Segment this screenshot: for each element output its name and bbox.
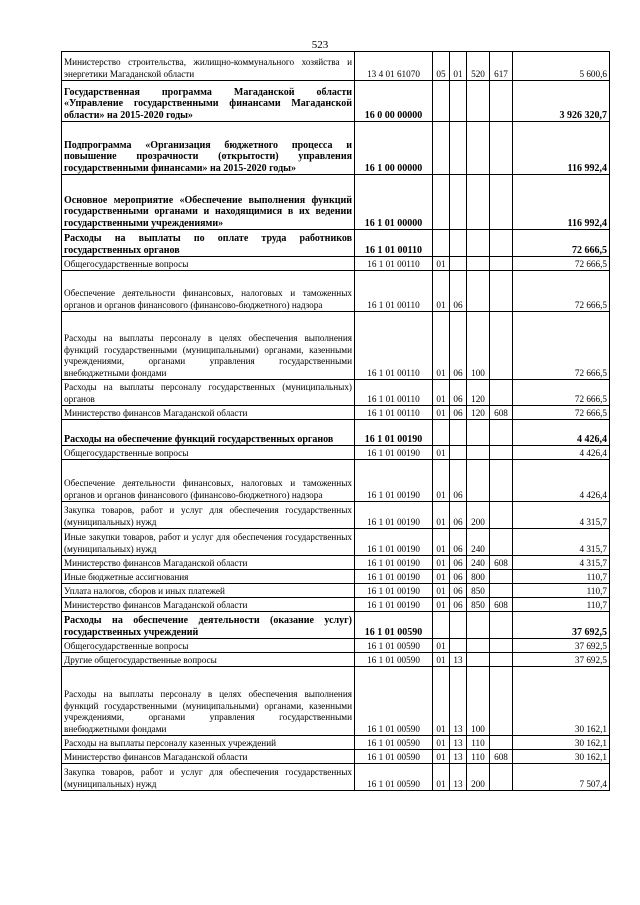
page-number: 523 — [311, 39, 329, 51]
row-subsection: 13 — [450, 667, 467, 736]
row-expense-type — [467, 175, 490, 230]
row-section — [433, 175, 450, 230]
row-subsection: 01 — [450, 52, 467, 81]
row-code: 16 1 01 00590 — [355, 639, 433, 653]
table-row — [62, 570, 610, 584]
row-expense-type: 240 — [467, 556, 490, 570]
row-section: 01 — [433, 556, 450, 570]
row-subsection: 13 — [450, 764, 467, 791]
row-expense-type: 100 — [467, 312, 490, 380]
row-name: Обеспечение деятельности финансовых, налоговых и таможенных органов и органов финансового (финансово-бюджетного) надзора — [62, 271, 355, 312]
row-administrator — [490, 446, 513, 460]
row-name: Расходы на выплаты персоналу в целях обеспечения выполнения функций государственными (муниципальными) органами, казенными учреждениями, органами управления государственными внебюджетными фондами — [62, 667, 355, 736]
row-expense-type — [467, 271, 490, 312]
row-name: Расходы на выплаты персоналу в целях обеспечения выполнения функций государственными (муниципальными) органами, казенными учреждениями, органами управления государственными внебюджетными фондами — [62, 312, 355, 380]
table-row — [62, 612, 610, 639]
row-subsection — [450, 446, 467, 460]
row-code: 16 0 00 00000 — [355, 81, 433, 122]
row-section: 01 — [433, 764, 450, 791]
row-amount: 110,7 — [513, 584, 610, 598]
row-administrator — [490, 271, 513, 312]
row-expense-type: 800 — [467, 570, 490, 584]
row-subsection: 06 — [450, 529, 467, 556]
row-amount: 30 162,1 — [513, 736, 610, 750]
row-section: 01 — [433, 257, 450, 271]
row-administrator — [490, 667, 513, 736]
row-name: Расходы на обеспечение деятельности (оказание услуг) государственных учреждений — [62, 612, 355, 639]
row-name: Министерство финансов Магаданской области — [62, 556, 355, 570]
row-amount: 116 992,4 — [513, 175, 610, 230]
row-name: Расходы на выплаты по оплате труда работников государственных органов — [62, 230, 355, 257]
row-amount: 72 666,5 — [513, 312, 610, 380]
table-row — [62, 380, 610, 406]
row-subsection — [450, 639, 467, 653]
row-amount: 5 600,6 — [513, 52, 610, 81]
table-row — [62, 764, 610, 791]
row-subsection: 13 — [450, 653, 467, 667]
row-expense-type — [467, 653, 490, 667]
row-name: Общегосударственные вопросы — [62, 639, 355, 653]
row-expense-type: 850 — [467, 584, 490, 598]
row-amount: 37 692,5 — [513, 639, 610, 653]
table-row — [62, 52, 610, 81]
row-subsection: 06 — [450, 598, 467, 612]
row-administrator — [490, 736, 513, 750]
row-amount: 72 666,5 — [513, 230, 610, 257]
row-section: 01 — [433, 460, 450, 502]
row-code: 16 1 01 00590 — [355, 653, 433, 667]
table-row — [62, 556, 610, 570]
row-subsection: 13 — [450, 736, 467, 750]
row-expense-type: 200 — [467, 764, 490, 791]
budget-table — [61, 51, 610, 791]
row-expense-type — [467, 612, 490, 639]
row-code: 16 1 01 00190 — [355, 556, 433, 570]
row-subsection: 06 — [450, 460, 467, 502]
row-section: 01 — [433, 570, 450, 584]
table-row — [62, 446, 610, 460]
row-administrator: 608 — [490, 598, 513, 612]
row-name: Министерство финансов Магаданской области — [62, 406, 355, 420]
row-code: 16 1 01 00110 — [355, 312, 433, 380]
row-administrator — [490, 175, 513, 230]
row-name: Подпрограмма «Организация бюджетного процесса и повышение прозрачности (открытости) управления государственными финансами» на 2015-2020 годы» — [62, 122, 355, 175]
row-section: 01 — [433, 380, 450, 406]
row-code: 16 1 01 00190 — [355, 570, 433, 584]
row-expense-type: 200 — [467, 502, 490, 529]
row-code: 16 1 01 00110 — [355, 380, 433, 406]
row-amount: 72 666,5 — [513, 406, 610, 420]
table-row — [62, 598, 610, 612]
row-subsection — [450, 230, 467, 257]
row-expense-type: 110 — [467, 750, 490, 764]
row-subsection: 13 — [450, 750, 467, 764]
table-row — [62, 584, 610, 598]
row-amount: 4 426,4 — [513, 460, 610, 502]
row-code: 16 1 01 00590 — [355, 667, 433, 736]
row-section: 01 — [433, 653, 450, 667]
row-name: Министерство строительства, жилищно-коммунального хозяйства и энергетики Магаданской области — [62, 52, 355, 81]
table-row — [62, 230, 610, 257]
row-administrator — [490, 653, 513, 667]
row-name: Государственная программа Магаданской области «Управление государственными финансами Магаданской области» на 2015-2020 годы» — [62, 81, 355, 122]
row-section — [433, 81, 450, 122]
row-administrator — [490, 529, 513, 556]
row-expense-type: 100 — [467, 667, 490, 736]
row-name: Иные закупки товаров, работ и услуг для обеспечения государственных (муниципальных) нужд — [62, 529, 355, 556]
row-administrator — [490, 122, 513, 175]
row-amount: 37 692,5 — [513, 653, 610, 667]
row-administrator — [490, 420, 513, 446]
row-amount: 72 666,5 — [513, 257, 610, 271]
row-administrator — [490, 81, 513, 122]
table-row — [62, 460, 610, 502]
row-name: Другие общегосударственные вопросы — [62, 653, 355, 667]
row-section — [433, 230, 450, 257]
row-subsection: 06 — [450, 502, 467, 529]
row-code: 16 1 01 00590 — [355, 736, 433, 750]
row-name: Расходы на выплаты персоналу государственных (муниципальных) органов — [62, 380, 355, 406]
table-row — [62, 502, 610, 529]
row-section: 01 — [433, 736, 450, 750]
row-administrator — [490, 380, 513, 406]
row-amount: 72 666,5 — [513, 380, 610, 406]
row-code: 16 1 01 00110 — [355, 257, 433, 271]
row-code: 16 1 01 00190 — [355, 584, 433, 598]
row-subsection — [450, 81, 467, 122]
row-subsection: 06 — [450, 570, 467, 584]
row-section: 01 — [433, 446, 450, 460]
row-amount: 30 162,1 — [513, 750, 610, 764]
row-amount: 110,7 — [513, 570, 610, 584]
row-section: 01 — [433, 667, 450, 736]
row-expense-type — [467, 639, 490, 653]
row-expense-type: 120 — [467, 406, 490, 420]
row-administrator — [490, 502, 513, 529]
row-name: Общегосударственные вопросы — [62, 446, 355, 460]
row-code: 16 1 01 00190 — [355, 446, 433, 460]
row-subsection — [450, 122, 467, 175]
row-amount: 4 426,4 — [513, 420, 610, 446]
row-code: 16 1 01 00590 — [355, 612, 433, 639]
row-section: 01 — [433, 502, 450, 529]
row-name: Основное мероприятие «Обеспечение выполнения функций государственными органами и находящимися в их ведении государственными учреждениями» — [62, 175, 355, 230]
row-section: 01 — [433, 312, 450, 380]
row-expense-type: 110 — [467, 736, 490, 750]
row-amount: 3 926 320,7 — [513, 81, 610, 122]
table-row — [62, 312, 610, 380]
row-administrator: 608 — [490, 750, 513, 764]
row-section: 05 — [433, 52, 450, 81]
row-code: 16 1 01 00190 — [355, 529, 433, 556]
table-row — [62, 406, 610, 420]
row-amount: 4 315,7 — [513, 502, 610, 529]
row-amount: 72 666,5 — [513, 271, 610, 312]
row-administrator — [490, 312, 513, 380]
row-expense-type: 240 — [467, 529, 490, 556]
row-code: 16 1 01 00190 — [355, 460, 433, 502]
row-administrator — [490, 460, 513, 502]
budget-table-body — [62, 52, 610, 791]
row-subsection: 06 — [450, 584, 467, 598]
table-row — [62, 271, 610, 312]
row-section: 01 — [433, 584, 450, 598]
row-expense-type — [467, 257, 490, 271]
row-amount: 7 507,4 — [513, 764, 610, 791]
row-code: 16 1 01 00110 — [355, 406, 433, 420]
row-administrator — [490, 612, 513, 639]
row-code: 13 4 01 61070 — [355, 52, 433, 81]
row-subsection — [450, 420, 467, 446]
table-row — [62, 639, 610, 653]
row-amount: 4 315,7 — [513, 556, 610, 570]
row-amount: 30 162,1 — [513, 667, 610, 736]
row-code: 16 1 01 00190 — [355, 598, 433, 612]
row-section — [433, 612, 450, 639]
table-row — [62, 736, 610, 750]
row-name: Закупка товаров, работ и услуг для обеспечения государственных (муниципальных) нужд — [62, 764, 355, 791]
row-expense-type — [467, 460, 490, 502]
row-name: Иные бюджетные ассигнования — [62, 570, 355, 584]
row-name: Министерство финансов Магаданской области — [62, 750, 355, 764]
row-name: Министерство финансов Магаданской области — [62, 598, 355, 612]
row-code: 16 1 01 00190 — [355, 420, 433, 446]
row-code: 16 1 01 00110 — [355, 271, 433, 312]
row-expense-type — [467, 446, 490, 460]
table-row — [62, 81, 610, 122]
table-row — [62, 175, 610, 230]
row-code: 16 1 01 00000 — [355, 175, 433, 230]
row-name: Закупка товаров, работ и услуг для обеспечения государственных (муниципальных) нужд — [62, 502, 355, 529]
row-expense-type: 850 — [467, 598, 490, 612]
table-row — [62, 667, 610, 736]
row-administrator: 617 — [490, 52, 513, 81]
row-section — [433, 420, 450, 446]
row-amount: 4 426,4 — [513, 446, 610, 460]
table-row — [62, 257, 610, 271]
row-section: 01 — [433, 598, 450, 612]
row-administrator — [490, 257, 513, 271]
row-section: 01 — [433, 271, 450, 312]
row-amount: 37 692,5 — [513, 612, 610, 639]
row-name: Расходы на обеспечение функций государственных органов — [62, 420, 355, 446]
row-administrator: 608 — [490, 556, 513, 570]
row-code: 16 1 01 00190 — [355, 502, 433, 529]
row-name: Расходы на выплаты персоналу казенных учреждений — [62, 736, 355, 750]
row-subsection: 06 — [450, 406, 467, 420]
row-section: 01 — [433, 750, 450, 764]
row-administrator — [490, 570, 513, 584]
row-name: Общегосударственные вопросы — [62, 257, 355, 271]
row-section: 01 — [433, 529, 450, 556]
row-expense-type: 520 — [467, 52, 490, 81]
row-administrator — [490, 584, 513, 598]
table-row — [62, 750, 610, 764]
row-subsection — [450, 257, 467, 271]
row-amount: 110,7 — [513, 598, 610, 612]
row-subsection — [450, 612, 467, 639]
row-administrator — [490, 764, 513, 791]
row-name: Уплата налогов, сборов и иных платежей — [62, 584, 355, 598]
row-expense-type — [467, 230, 490, 257]
table-row — [62, 529, 610, 556]
row-section: 01 — [433, 639, 450, 653]
row-amount: 4 315,7 — [513, 529, 610, 556]
table-row — [62, 653, 610, 667]
row-name: Обеспечение деятельности финансовых, налоговых и таможенных органов и органов финансового (финансово-бюджетного) надзора — [62, 460, 355, 502]
row-subsection: 06 — [450, 271, 467, 312]
row-subsection: 06 — [450, 556, 467, 570]
row-expense-type — [467, 122, 490, 175]
row-subsection: 06 — [450, 312, 467, 380]
row-subsection — [450, 175, 467, 230]
row-section: 01 — [433, 406, 450, 420]
row-section — [433, 122, 450, 175]
row-expense-type: 120 — [467, 380, 490, 406]
table-row — [62, 122, 610, 175]
row-code: 16 1 01 00590 — [355, 750, 433, 764]
row-expense-type — [467, 81, 490, 122]
row-code: 16 1 01 00590 — [355, 764, 433, 791]
table-row — [62, 420, 610, 446]
row-code: 16 1 01 00110 — [355, 230, 433, 257]
row-administrator: 608 — [490, 406, 513, 420]
row-administrator — [490, 639, 513, 653]
row-subsection: 06 — [450, 380, 467, 406]
row-amount: 116 992,4 — [513, 122, 610, 175]
row-code: 16 1 00 00000 — [355, 122, 433, 175]
row-expense-type — [467, 420, 490, 446]
row-administrator — [490, 230, 513, 257]
